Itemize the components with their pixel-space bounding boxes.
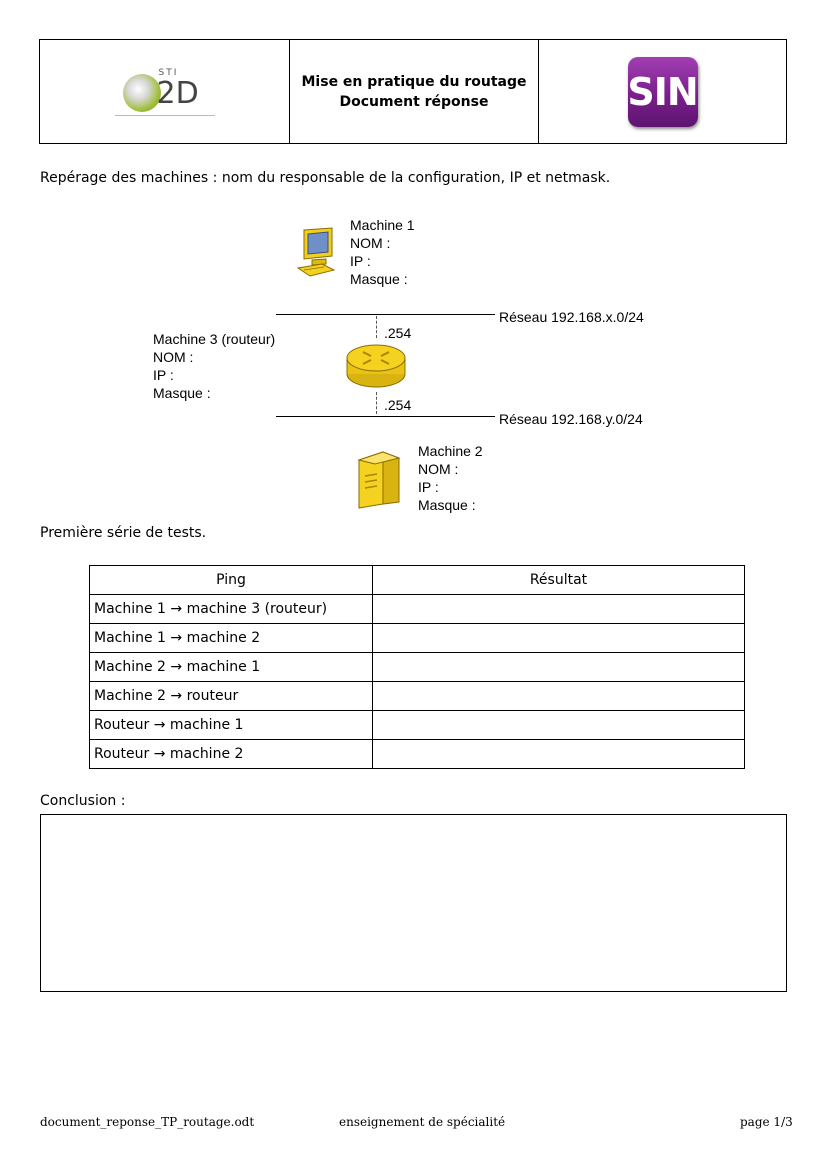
machine1-masque: Masque :: [350, 271, 408, 287]
footer-page-number: page 1/3: [740, 1115, 793, 1129]
intro-text: Repérage des machines : nom du responsable de la configuration, IP et netmask.: [40, 170, 611, 186]
machine3-title: Machine 3 (routeur): [153, 331, 276, 347]
table-row: [90, 711, 745, 740]
table-row: [90, 740, 745, 769]
machine3-ip: IP :: [153, 367, 174, 383]
conclusion-label: Conclusion :: [40, 793, 126, 809]
table-header-row: [90, 566, 745, 595]
result-cell[interactable]: [373, 682, 745, 711]
document-title: Mise en pratique du routage: [301, 73, 527, 90]
router-if-y-label: .254: [384, 397, 412, 413]
result-cell[interactable]: [373, 740, 745, 769]
network-y-line: [276, 416, 495, 417]
machine3-masque: Masque :: [153, 385, 211, 401]
machine2-label: [418, 442, 483, 514]
router-if-x-label: .254: [384, 325, 412, 341]
header-title-cell: [290, 40, 539, 143]
document-header: [39, 39, 787, 144]
machine1-nom: NOM :: [350, 235, 391, 251]
machine2-nom: NOM :: [418, 461, 459, 477]
computer-icon: [296, 226, 338, 282]
ping-cell: Machine 1 → machine 2: [90, 624, 373, 653]
table-header-ping: Ping: [90, 566, 373, 595]
ping-cell: Machine 2 → machine 1: [90, 653, 373, 682]
sti2d-disc-icon: [123, 74, 161, 112]
machine3-label: [153, 330, 275, 402]
network-x-label: Réseau 192.168.x.0/24: [499, 309, 644, 325]
result-cell[interactable]: [373, 595, 745, 624]
network-x-line: [276, 314, 495, 315]
result-cell[interactable]: [373, 653, 745, 682]
sti2d-logo-small-text: STI: [158, 67, 179, 78]
ping-cell: Machine 2 → routeur: [90, 682, 373, 711]
network-y-label: Réseau 192.168.y.0/24: [499, 411, 643, 427]
header-logo-cell: [40, 40, 290, 143]
result-cell[interactable]: [373, 711, 745, 740]
result-cell[interactable]: [373, 624, 745, 653]
table-row: [90, 624, 745, 653]
router-link-top: [376, 316, 378, 338]
ping-cell: Machine 1 → machine 3 (routeur): [90, 595, 373, 624]
ping-cell: Routeur → machine 2: [90, 740, 373, 769]
footer-filename: document_reponse_TP_routage.odt: [40, 1115, 255, 1129]
footer-center: enseignement de spécialité: [339, 1115, 506, 1129]
ping-cell: Routeur → machine 1: [90, 711, 373, 740]
sti2d-logo: [115, 62, 215, 122]
table-row: [90, 682, 745, 711]
tests-heading: Première série de tests.: [40, 525, 207, 541]
router-icon: [345, 338, 407, 390]
machine2-title: Machine 2: [418, 443, 483, 459]
machine1-title: Machine 1: [350, 217, 415, 233]
machine2-ip: IP :: [418, 479, 439, 495]
table-row: [90, 595, 745, 624]
sin-logo: SIN: [628, 57, 698, 127]
conclusion-box[interactable]: [40, 814, 787, 992]
table-row: [90, 653, 745, 682]
header-sin-cell: [539, 40, 786, 143]
sti2d-logo-big-text: 2D: [156, 75, 199, 111]
document-subtitle: Document réponse: [339, 93, 489, 110]
machine1-label: [350, 216, 415, 288]
server-icon: [357, 446, 401, 510]
machine3-nom: NOM :: [153, 349, 194, 365]
machine1-ip: IP :: [350, 253, 371, 269]
machine2-masque: Masque :: [418, 497, 476, 513]
router-link-bottom: [376, 392, 378, 414]
table-header-result: Résultat: [373, 566, 745, 595]
ping-tests-table: [89, 565, 745, 769]
sti2d-logo-underline: [115, 115, 215, 116]
